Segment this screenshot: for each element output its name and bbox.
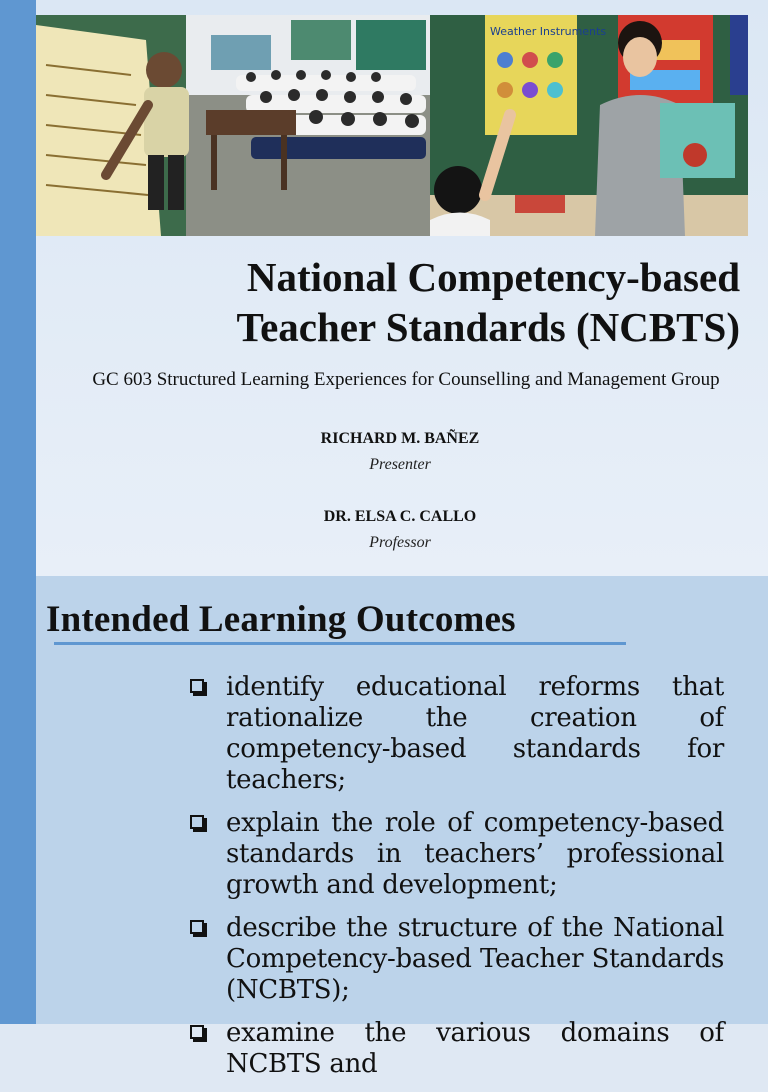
outcome-text: identify educational reforms that rationalize the creation of competency-based standards for teachers;: [226, 672, 724, 795]
presenter-name: RICHARD M. BAÑEZ: [320, 430, 480, 447]
outcome-text: describe the structure of the National Competency-based Teacher Standards (NCBTS);: [226, 913, 724, 1005]
list-item: [186, 808, 724, 901]
classroom-photo-right: [430, 15, 748, 236]
title-slide: [36, 0, 768, 576]
professor-name: DR. ELSA C. CALLO: [323, 508, 477, 525]
professor-role: Professor: [369, 534, 431, 551]
checkbox-bullet-icon: [190, 679, 204, 693]
learning-outcomes-slide: [36, 576, 768, 1079]
checkbox-bullet-icon: [190, 815, 204, 829]
checkbox-bullet-icon: [190, 1025, 204, 1039]
course-subtitle: GC 603 Structured Learning Experiences for Counselling and Management Group: [92, 369, 720, 390]
outcomes-list: [186, 672, 724, 1092]
checkbox-bullet-icon: [190, 920, 204, 934]
list-item: [186, 913, 724, 1006]
classroom-photo-left: [36, 15, 430, 236]
board-title-text: Weather Instruments: [490, 25, 607, 38]
outcome-text: examine the various domains of NCBTS and: [226, 1018, 724, 1079]
list-item: [186, 672, 724, 796]
title-line-2: Teacher Standards (NCBTS): [236, 304, 740, 350]
left-accent-bar: [0, 0, 36, 1024]
title-line-1: National Competency-based: [246, 254, 740, 300]
presentation-title: [96, 252, 740, 352]
heading-underline: [54, 642, 626, 645]
presenter-role: Presenter: [369, 456, 431, 473]
list-item: [186, 1018, 724, 1080]
outcome-text: explain the role of competency-based standards in teachers’ professional growth and development;: [226, 808, 724, 900]
outcomes-heading: Intended Learning Outcomes: [46, 599, 516, 640]
